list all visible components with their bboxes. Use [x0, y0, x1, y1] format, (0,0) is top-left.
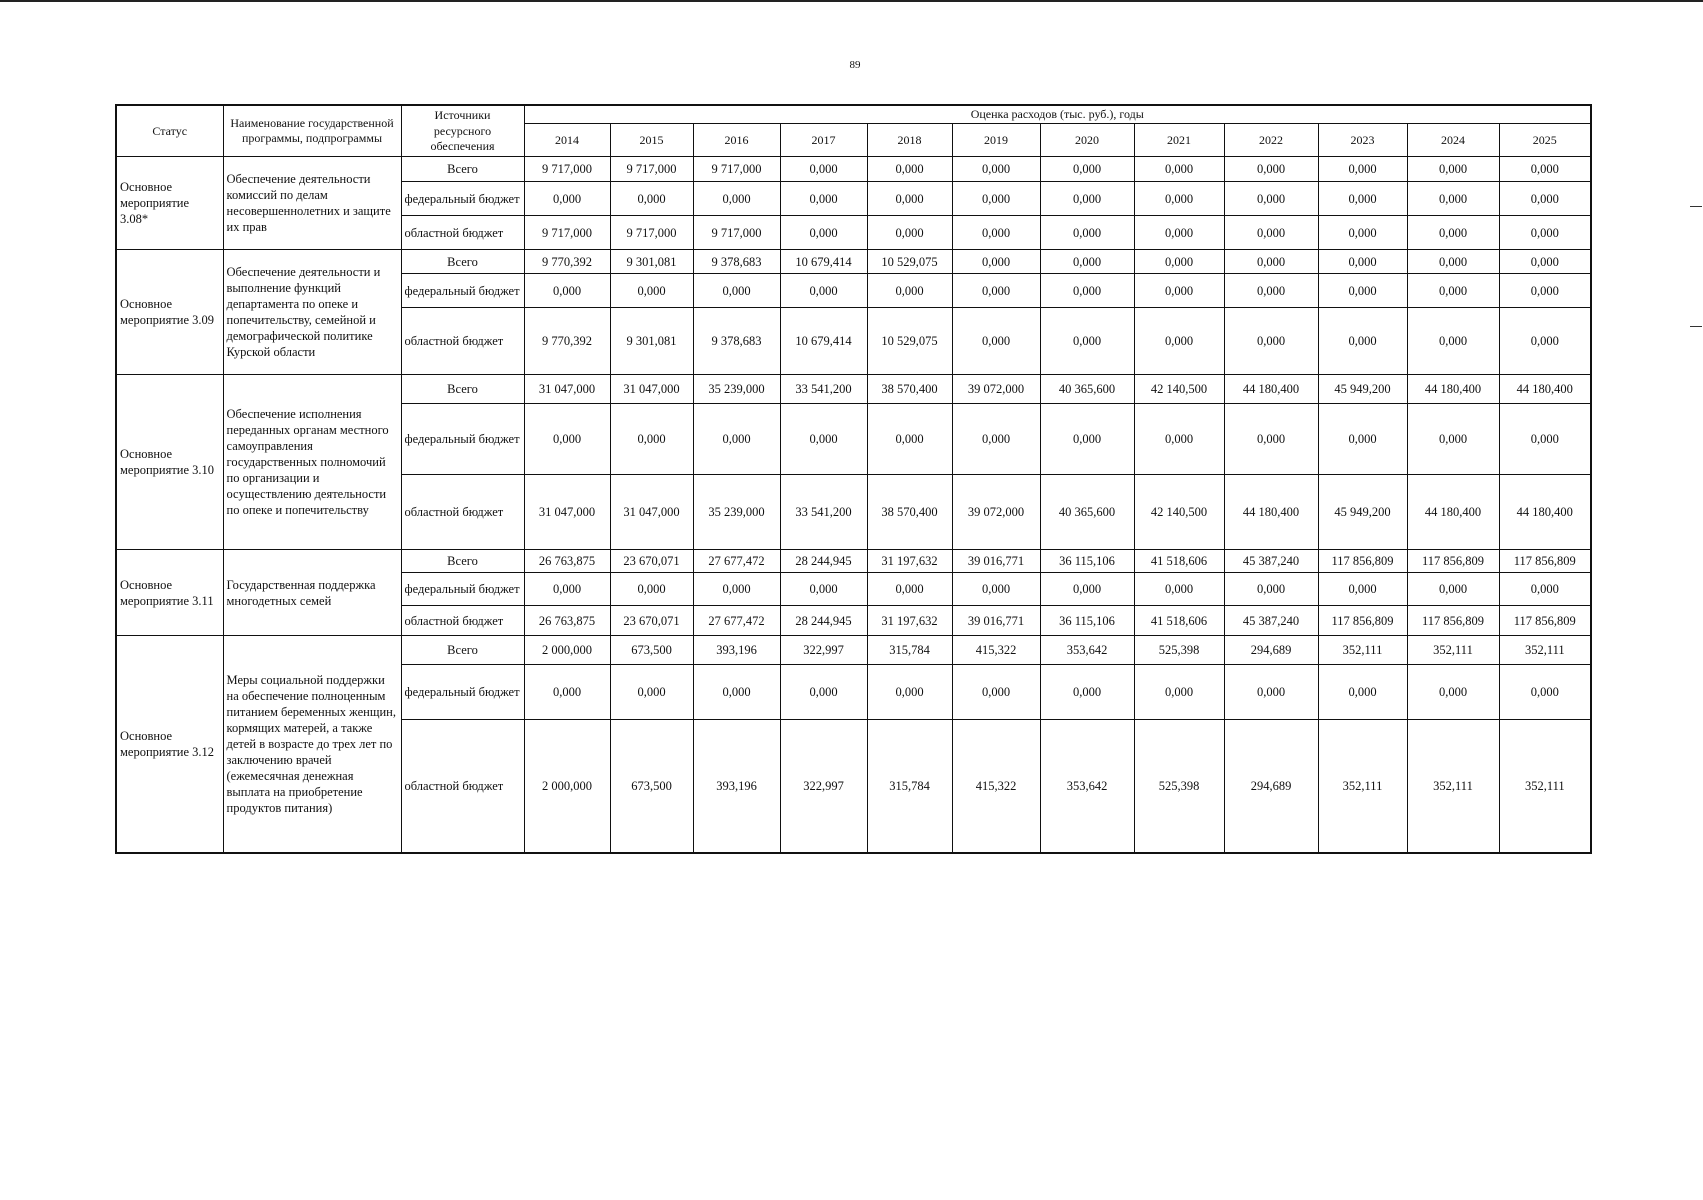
header-year: 2017 [780, 124, 867, 157]
amount-cell: 40 365,600 [1040, 375, 1134, 404]
funding-source: областной бюджет [401, 606, 524, 636]
amount-cell: 0,000 [1224, 157, 1318, 182]
amount-cell: 0,000 [1318, 665, 1407, 720]
amount-cell: 39 016,771 [952, 550, 1040, 573]
amount-cell: 415,322 [952, 720, 1040, 853]
amount-cell: 0,000 [693, 182, 780, 216]
header-year: 2018 [867, 124, 952, 157]
amount-cell: 0,000 [1318, 216, 1407, 250]
amount-cell: 0,000 [1407, 182, 1499, 216]
event-name: Обеспечение деятельности и выполнение функций департамента по опеке и попечительству, семейной и демографической политике Курской области [223, 250, 401, 375]
amount-cell: 44 180,400 [1499, 375, 1591, 404]
header-year: 2023 [1318, 124, 1407, 157]
header-year: 2015 [610, 124, 693, 157]
amount-cell: 117 856,809 [1318, 606, 1407, 636]
amount-cell: 41 518,606 [1134, 606, 1224, 636]
amount-cell: 353,642 [1040, 636, 1134, 665]
amount-cell: 525,398 [1134, 636, 1224, 665]
amount-cell: 352,111 [1499, 720, 1591, 853]
amount-cell: 0,000 [867, 665, 952, 720]
amount-cell: 0,000 [1040, 274, 1134, 308]
amount-cell: 0,000 [1224, 274, 1318, 308]
amount-cell: 352,111 [1407, 636, 1499, 665]
amount-cell: 0,000 [1499, 665, 1591, 720]
amount-cell: 39 016,771 [952, 606, 1040, 636]
amount-cell: 673,500 [610, 720, 693, 853]
table-row [116, 636, 1591, 665]
amount-cell: 0,000 [1224, 308, 1318, 375]
amount-cell: 23 670,071 [610, 550, 693, 573]
amount-cell: 45 387,240 [1224, 606, 1318, 636]
amount-cell: 0,000 [952, 274, 1040, 308]
amount-cell: 117 856,809 [1407, 606, 1499, 636]
header-sources: Источники ресурсного обеспечения [401, 105, 524, 157]
funding-source: Всего [401, 157, 524, 182]
funding-source: Всего [401, 636, 524, 665]
amount-cell: 2 000,000 [524, 720, 610, 853]
amount-cell: 0,000 [1407, 404, 1499, 475]
amount-cell: 31 047,000 [524, 375, 610, 404]
amount-cell: 10 529,075 [867, 250, 952, 274]
funding-source: областной бюджет [401, 475, 524, 550]
header-year: 2014 [524, 124, 610, 157]
header-name: Наименование государственной программы, подпрограммы [223, 105, 401, 157]
amount-cell: 0,000 [867, 404, 952, 475]
margin-tick [1690, 326, 1702, 327]
amount-cell: 0,000 [1499, 308, 1591, 375]
funding-source: федеральный бюджет [401, 573, 524, 606]
amount-cell: 0,000 [1499, 157, 1591, 182]
amount-cell: 0,000 [693, 404, 780, 475]
amount-cell: 2 000,000 [524, 636, 610, 665]
amount-cell: 26 763,875 [524, 550, 610, 573]
amount-cell: 31 047,000 [610, 475, 693, 550]
amount-cell: 0,000 [610, 274, 693, 308]
amount-cell: 0,000 [524, 182, 610, 216]
event-name: Обеспечение деятельности комиссий по делам несовершеннолетних и защите их прав [223, 157, 401, 250]
amount-cell: 0,000 [1224, 182, 1318, 216]
header-year: 2020 [1040, 124, 1134, 157]
amount-cell: 0,000 [1040, 665, 1134, 720]
header-year: 2024 [1407, 124, 1499, 157]
amount-cell: 27 677,472 [693, 550, 780, 573]
amount-cell: 0,000 [952, 573, 1040, 606]
header-estimate: Оценка расходов (тыс. руб.), годы [524, 105, 1591, 124]
amount-cell: 31 197,632 [867, 550, 952, 573]
amount-cell: 0,000 [610, 182, 693, 216]
amount-cell: 294,689 [1224, 636, 1318, 665]
amount-cell: 39 072,000 [952, 475, 1040, 550]
amount-cell: 0,000 [1224, 216, 1318, 250]
amount-cell: 0,000 [867, 216, 952, 250]
amount-cell: 0,000 [1224, 404, 1318, 475]
amount-cell: 0,000 [1499, 274, 1591, 308]
funding-source: федеральный бюджет [401, 274, 524, 308]
amount-cell: 9 301,081 [610, 250, 693, 274]
header-year: 2019 [952, 124, 1040, 157]
amount-cell: 0,000 [1134, 157, 1224, 182]
header-year: 2025 [1499, 124, 1591, 157]
page-top-border [0, 0, 1703, 2]
event-name: Обеспечение исполнения переданных органам местного самоуправления государственных полномочий по организации и осуществлению деятельности по опеке и попечительству [223, 375, 401, 550]
amount-cell: 45 949,200 [1318, 475, 1407, 550]
event-status: Основное мероприятие 3.12 [116, 636, 223, 853]
funding-source: федеральный бюджет [401, 182, 524, 216]
amount-cell: 117 856,809 [1407, 550, 1499, 573]
amount-cell: 352,111 [1318, 720, 1407, 853]
table-row [116, 157, 1591, 182]
amount-cell: 0,000 [1318, 157, 1407, 182]
amount-cell: 0,000 [952, 216, 1040, 250]
amount-cell: 44 180,400 [1499, 475, 1591, 550]
amount-cell: 0,000 [524, 274, 610, 308]
amount-cell: 9 717,000 [693, 216, 780, 250]
amount-cell: 0,000 [867, 573, 952, 606]
amount-cell: 0,000 [1318, 182, 1407, 216]
amount-cell: 10 529,075 [867, 308, 952, 375]
amount-cell: 10 679,414 [780, 250, 867, 274]
amount-cell: 44 180,400 [1407, 475, 1499, 550]
table-row [116, 550, 1591, 573]
funding-source: областной бюджет [401, 216, 524, 250]
amount-cell: 673,500 [610, 636, 693, 665]
amount-cell: 0,000 [1224, 573, 1318, 606]
amount-cell: 10 679,414 [780, 308, 867, 375]
amount-cell: 0,000 [1407, 157, 1499, 182]
amount-cell: 0,000 [952, 182, 1040, 216]
amount-cell: 0,000 [867, 182, 952, 216]
table-row [116, 250, 1591, 274]
amount-cell: 0,000 [610, 404, 693, 475]
event-name: Государственная поддержка многодетных семей [223, 550, 401, 636]
event-name: Меры социальной поддержки на обеспечение полноценным питанием беременных женщин, кормящих матерей, а также детей в возрасте до трех лет по заключению врачей (ежемесячная денежная выплата на приобретение продуктов питания) [223, 636, 401, 853]
amount-cell: 45 949,200 [1318, 375, 1407, 404]
amount-cell: 0,000 [1134, 308, 1224, 375]
amount-cell: 315,784 [867, 636, 952, 665]
amount-cell: 9 770,392 [524, 250, 610, 274]
amount-cell: 0,000 [1407, 274, 1499, 308]
amount-cell: 33 541,200 [780, 475, 867, 550]
amount-cell: 36 115,106 [1040, 550, 1134, 573]
amount-cell: 42 140,500 [1134, 475, 1224, 550]
funding-source: Всего [401, 375, 524, 404]
amount-cell: 0,000 [610, 573, 693, 606]
amount-cell: 9 717,000 [610, 216, 693, 250]
amount-cell: 322,997 [780, 636, 867, 665]
amount-cell: 0,000 [1040, 157, 1134, 182]
amount-cell: 0,000 [1040, 404, 1134, 475]
amount-cell: 0,000 [1407, 665, 1499, 720]
funding-source: областной бюджет [401, 308, 524, 375]
amount-cell: 294,689 [1224, 720, 1318, 853]
table-row [116, 375, 1591, 404]
event-status: Основное мероприятие 3.09 [116, 250, 223, 375]
amount-cell: 0,000 [1318, 250, 1407, 274]
amount-cell: 0,000 [952, 157, 1040, 182]
amount-cell: 38 570,400 [867, 375, 952, 404]
amount-cell: 35 239,000 [693, 375, 780, 404]
amount-cell: 117 856,809 [1318, 550, 1407, 573]
amount-cell: 9 378,683 [693, 308, 780, 375]
amount-cell: 353,642 [1040, 720, 1134, 853]
amount-cell: 23 670,071 [610, 606, 693, 636]
amount-cell: 0,000 [1499, 216, 1591, 250]
amount-cell: 0,000 [867, 274, 952, 308]
funding-source: областной бюджет [401, 720, 524, 853]
funding-source: федеральный бюджет [401, 665, 524, 720]
amount-cell: 0,000 [1499, 250, 1591, 274]
amount-cell: 41 518,606 [1134, 550, 1224, 573]
amount-cell: 352,111 [1407, 720, 1499, 853]
amount-cell: 31 197,632 [867, 606, 952, 636]
amount-cell: 352,111 [1318, 636, 1407, 665]
amount-cell: 0,000 [1134, 250, 1224, 274]
amount-cell: 352,111 [1499, 636, 1591, 665]
amount-cell: 0,000 [952, 308, 1040, 375]
amount-cell: 0,000 [1499, 573, 1591, 606]
amount-cell: 0,000 [1040, 308, 1134, 375]
amount-cell: 117 856,809 [1499, 550, 1591, 573]
amount-cell: 0,000 [524, 665, 610, 720]
amount-cell: 9 717,000 [610, 157, 693, 182]
amount-cell: 0,000 [1499, 182, 1591, 216]
amount-cell: 28 244,945 [780, 606, 867, 636]
amount-cell: 9 301,081 [610, 308, 693, 375]
margin-tick [1690, 206, 1702, 207]
amount-cell: 0,000 [1407, 216, 1499, 250]
amount-cell: 36 115,106 [1040, 606, 1134, 636]
amount-cell: 9 717,000 [693, 157, 780, 182]
event-status: Основное мероприятие 3.10 [116, 375, 223, 550]
header-year: 2021 [1134, 124, 1224, 157]
amount-cell: 0,000 [1134, 665, 1224, 720]
amount-cell: 0,000 [610, 665, 693, 720]
amount-cell: 26 763,875 [524, 606, 610, 636]
amount-cell: 44 180,400 [1224, 375, 1318, 404]
amount-cell: 9 717,000 [524, 157, 610, 182]
amount-cell: 44 180,400 [1407, 375, 1499, 404]
amount-cell: 0,000 [1040, 182, 1134, 216]
amount-cell: 0,000 [1134, 216, 1224, 250]
amount-cell: 0,000 [1318, 274, 1407, 308]
amount-cell: 0,000 [1318, 404, 1407, 475]
header-year: 2016 [693, 124, 780, 157]
amount-cell: 0,000 [780, 274, 867, 308]
amount-cell: 0,000 [1407, 308, 1499, 375]
amount-cell: 45 387,240 [1224, 550, 1318, 573]
amount-cell: 0,000 [867, 157, 952, 182]
amount-cell: 0,000 [780, 404, 867, 475]
funding-source: федеральный бюджет [401, 404, 524, 475]
amount-cell: 322,997 [780, 720, 867, 853]
amount-cell: 27 677,472 [693, 606, 780, 636]
header-year: 2022 [1224, 124, 1318, 157]
amount-cell: 315,784 [867, 720, 952, 853]
amount-cell: 9 378,683 [693, 250, 780, 274]
amount-cell: 0,000 [1134, 182, 1224, 216]
amount-cell: 0,000 [780, 157, 867, 182]
event-status: Основное мероприятие 3.08* [116, 157, 223, 250]
amount-cell: 0,000 [780, 182, 867, 216]
amount-cell: 525,398 [1134, 720, 1224, 853]
amount-cell: 0,000 [1134, 404, 1224, 475]
event-status: Основное мероприятие 3.11 [116, 550, 223, 636]
amount-cell: 0,000 [1407, 250, 1499, 274]
amount-cell: 0,000 [1318, 308, 1407, 375]
amount-cell: 9 717,000 [524, 216, 610, 250]
amount-cell: 44 180,400 [1224, 475, 1318, 550]
page-number: 89 [849, 59, 861, 71]
amount-cell: 393,196 [693, 636, 780, 665]
amount-cell: 0,000 [1040, 216, 1134, 250]
amount-cell: 393,196 [693, 720, 780, 853]
amount-cell: 33 541,200 [780, 375, 867, 404]
amount-cell: 38 570,400 [867, 475, 952, 550]
amount-cell: 0,000 [1499, 404, 1591, 475]
amount-cell: 0,000 [1040, 250, 1134, 274]
funding-source: Всего [401, 250, 524, 274]
amount-cell: 0,000 [952, 404, 1040, 475]
amount-cell: 0,000 [952, 250, 1040, 274]
amount-cell: 0,000 [1040, 573, 1134, 606]
amount-cell: 0,000 [1134, 274, 1224, 308]
amount-cell: 0,000 [1224, 665, 1318, 720]
amount-cell: 40 365,600 [1040, 475, 1134, 550]
amount-cell: 0,000 [1224, 250, 1318, 274]
amount-cell: 31 047,000 [610, 375, 693, 404]
amount-cell: 0,000 [524, 573, 610, 606]
amount-cell: 0,000 [1134, 573, 1224, 606]
amount-cell: 117 856,809 [1499, 606, 1591, 636]
amount-cell: 28 244,945 [780, 550, 867, 573]
funding-source: Всего [401, 550, 524, 573]
amount-cell: 0,000 [780, 665, 867, 720]
amount-cell: 9 770,392 [524, 308, 610, 375]
amount-cell: 0,000 [1407, 573, 1499, 606]
amount-cell: 39 072,000 [952, 375, 1040, 404]
amount-cell: 0,000 [693, 665, 780, 720]
header-status: Статус [116, 105, 223, 157]
amount-cell: 0,000 [693, 573, 780, 606]
amount-cell: 0,000 [780, 573, 867, 606]
amount-cell: 0,000 [952, 665, 1040, 720]
amount-cell: 0,000 [1318, 573, 1407, 606]
budget-table [115, 104, 1592, 854]
amount-cell: 42 140,500 [1134, 375, 1224, 404]
amount-cell: 0,000 [524, 404, 610, 475]
amount-cell: 415,322 [952, 636, 1040, 665]
amount-cell: 0,000 [780, 216, 867, 250]
amount-cell: 35 239,000 [693, 475, 780, 550]
amount-cell: 0,000 [693, 274, 780, 308]
amount-cell: 31 047,000 [524, 475, 610, 550]
